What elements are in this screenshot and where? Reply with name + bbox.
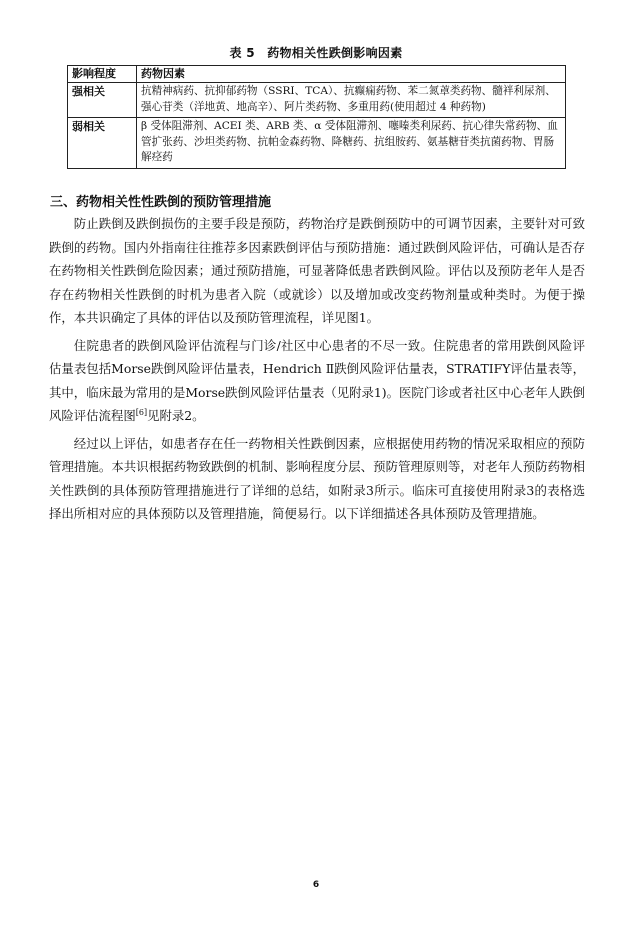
citation-ref: [6] (135, 407, 148, 417)
table-title: 表 5 药物相关性跌倒影响因素 (229, 46, 403, 60)
paragraph-text: 住院患者的跌倒风险评估流程与门诊/社区中心患者的不尽一致。住院患者的常用跌倒风险评估量表包括Morse跌倒风险评估量表，Hendrich Ⅱ跌倒风险评估量表，STRATIFY评估量表等，其中，临床最为常用的是Morse跌倒风险评估量表（见附录1)。医院门诊或者社区中心老年人跌倒风险评估流程图 (49, 337, 585, 423)
drug-factors-table (67, 65, 566, 169)
table-row (68, 83, 566, 118)
paragraph-text: 见附录2。 (147, 408, 205, 423)
paragraph: 经过以上评估，如患者存在任一药物相关性跌倒因素，应根据使用药物的情况采取相应的预防管理措施。本共识根据药物致跌倒的机制、影响程度分层、预防管理原则等，对老年人预防药物相关性跌倒的具体预防管理措施进行了详细的总结，如附录3所示。临床可直接使用附录3的表格选择出所相对应的具体预防以及管理措施，简便易行。以下详细描述各具体预防及管理措施。 (49, 435, 585, 521)
column-header-level: 影响程度 (68, 66, 137, 83)
factors-cell: 抗精神病药、抗抑郁药物（SSRI、TCA）、抗癫痫药物、苯二氮䓬类药物、髓袢利尿剂、强心苷类（洋地黄、地高辛）、阿片类药物、多重用药(使用超过 4 种药物) (137, 83, 566, 118)
section-heading: 三、药物相关性性跌倒的预防管理措施 (50, 195, 272, 210)
table-row (68, 118, 566, 169)
factors-cell: β 受体阻滞剂、ACEI 类、ARB 类、α 受体阻滞剂、噻嗪类利尿药、抗心律失常药物、血管扩张药、沙坦类药物、抗帕金森药物、降糖药、抗组胺药、氨基糖苷类抗菌药物、胃肠解痉药 (137, 118, 566, 169)
level-cell: 弱相关 (68, 118, 137, 169)
level-cell: 强相关 (68, 83, 137, 118)
paragraph (49, 334, 585, 428)
page-number: 6 (312, 880, 320, 890)
paragraph: 防止跌倒及跌倒损伤的主要手段是预防，药物治疗是跌倒预防中的可调节因素，主要针对可致跌倒的药物。国内外指南往往推荐多因素跌倒评估与预防措施：通过跌倒风险评估，可确认是否存在药物相关性跌倒危险因素；通过预防措施，可显著降低患者跌倒风险。评估以及预防老年人是否存在药物相关性跌倒的时机为患者入院（或就诊）以及增加或改变药物剂量或种类时。为便于操作，本共识确定了具体的评估以及预防管理流程，详见图1。 (49, 216, 585, 325)
column-header-factors: 药物因素 (137, 66, 566, 83)
table-header-row (68, 66, 566, 83)
body-text (49, 212, 585, 530)
